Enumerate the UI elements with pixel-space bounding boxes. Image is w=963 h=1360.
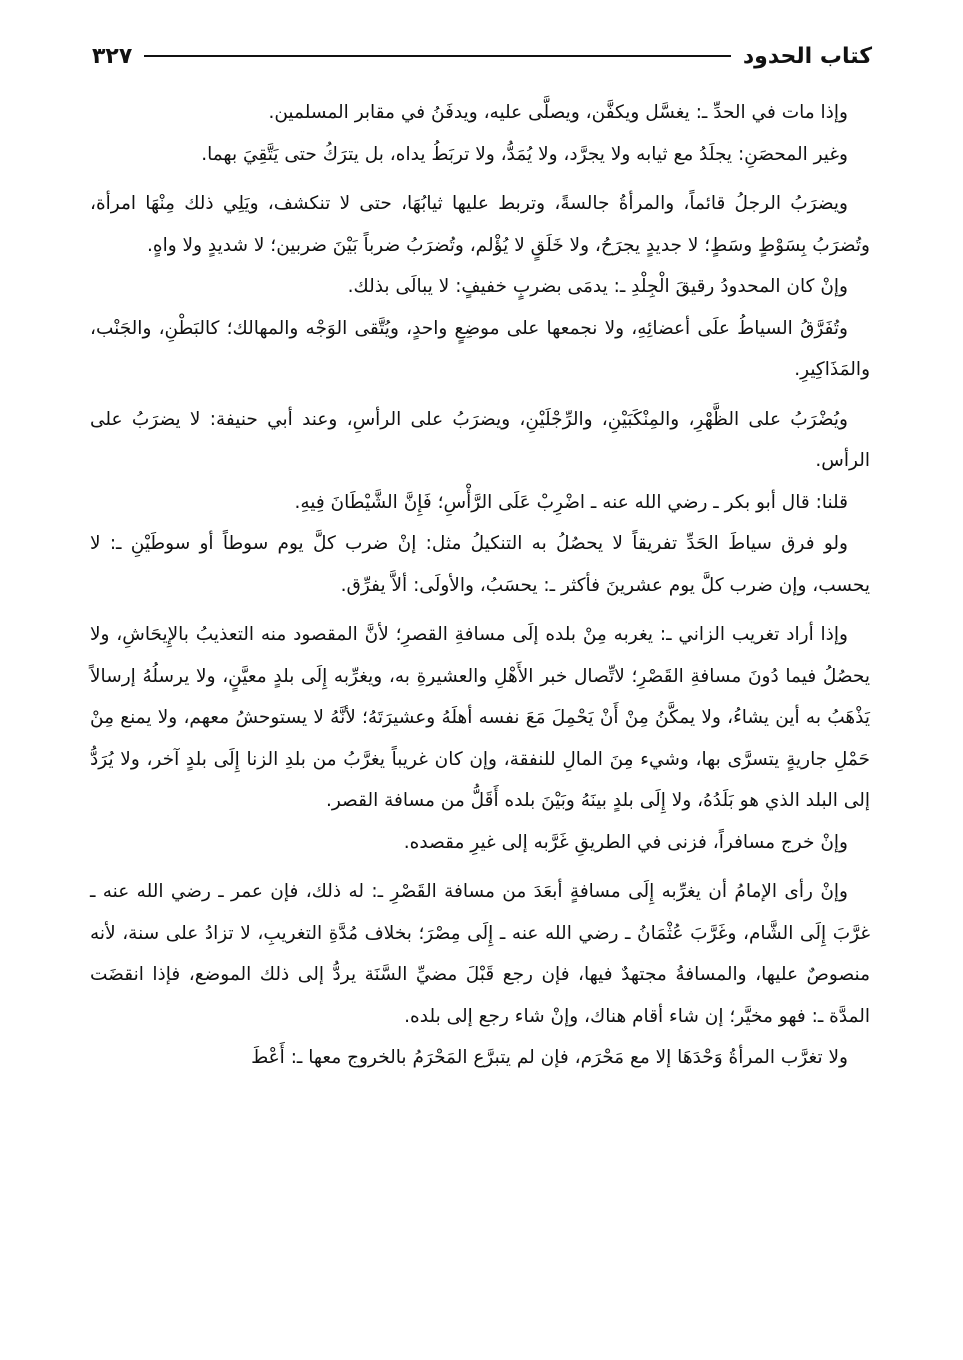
header-rule [144, 55, 731, 57]
paragraph-striking-areas: ويُضْرَبُ على الظَّهْرِ، والمِنْكَبَيْنِ، والرِّجْلَيْنِ، ويضرَبُ على الرأسِ، وعند أبي حنيفة: لا يضرَبُ على الرأس. [90, 408, 870, 471]
paragraph-distributing-lashes: وتُفَرَّقُ السياطُ علَى أعضائِهِ، ولا نجمعها على موضِعٍ واحدٍ، ويُتَّقى الوَجْه والمهالك؛ كالبَطْنِ، والجَنْب، والمَذَاكِيرِ. [90, 317, 870, 380]
paragraph-separating-lashes: ولو فرق سياطَ الحَدِّ تفريقاً لا يحصُلُ به التنكيلُ مثل: إنْ ضرب كلَّ يوم سوطاً أو سوطَيْنِ ـ: لا يحسب، وإن ضرب كلَّ يوم عشرينَ فأكثر ـ: يحسَبُ، والأولَى: ألاَّ يفرِّق. [90, 533, 870, 596]
chapter-title: كتاب الحدود [742, 43, 872, 69]
paragraph-traveler-exile: وإنْ خرج مسافراً، فزنى في الطريقِ غَرَّبه إلى غيرِ مقصده. [403, 831, 848, 853]
paragraph-death-during-punishment: وإذا مات في الحدِّ ـ: يغسَّل ويكفَّن، ويصلَّى عليه، ويدفَنُ في مقابر المسلمين. [268, 102, 848, 123]
page-number: ٣٢٧ [92, 43, 133, 69]
paragraph-thin-skin: وإنْ كان المحدودُ رقيقَ الْجِلْدِ ـ: يدمَى بضربٍ خفيفٍ: لا يبالَى بذلك. [347, 276, 848, 297]
paragraph-non-muhsan-flogging: وغير المحصَنِ: يجلَدُ مع ثيابه ولا يجرَّد، ولا يُمَدُّ، ولا تربَطُ يداه، بل يترَكُ حتى يَتَّقِيَ بهما. [201, 143, 848, 165]
paragraph-exile-distance: وإذا أراد تغريب الزاني ـ: يغربه مِنْ بلده إلَى مسافةِ القصرِ؛ لأنَّ المقصود منه التعذيبُ بالإِيحَاشِ، ولا يحصُلُ فيما دُونَ مسافةِ القَصْرِ؛ لاتِّصال خبر الأَهْلِ والعشيرةِ به، ويغرِّبه إِلَى بلدٍ معيَّنٍ، ولا يرسلُهُ إرسالاً يَذْهَبُ به أين يشاءُ، ولا يمكَّنُ مِنْ أَنْ يَحْمِلَ مَعَ نفسه أهلَهُ وعشيرَتَهُ؛ لأنَّهُ لا يستوحشُ معهم، ولا يمنع مِنْ حَمْلِ جاريةٍ يتسرَّى بها، وشيء مِنَ المالِ للنفقة، وإن كان غريباً يغرَّبُ من بلدِ الزنا إِلَى بلدٍ آخر، ولا يُرَدُّ إلى البلد الذي هو بَلَدُهُ، ولا إِلَى بلدٍ بينَهُ وبَيْنَ بلده أَقَلُّ من مسافة القصر. [90, 624, 870, 811]
paragraph-farther-exile: وإنْ رأى الإمامُ أن يغرِّبه إِلَى مسافةٍ أبعَدَ من مسافة القَصْرِ ـ: له ذلك، فإن عمر ـ رضي الله عنه ـ غرَّبَ إِلَى الشَّام، وغَرَّبَ عُثْمَانُ ـ رضي الله عنه ـ إِلَى مِصْرَ؛ بخلاف مُدَّةِ التغريبِ، لا تزادُ على سنة، لأنه منصوصٌ عليها، والمسافةُ مجتهدٌ فيها، فإن رجع قَبْلَ مضيِّ السَّنَة يردُّ إلى ذلك الموضع، فإذا انقضَت المدَّة ـ: فهو مخيَّر؛ إن شاء أقام هناك، وإنْ شاء رجع إلى بلده. [90, 881, 870, 1027]
paragraph-woman-exile: ولا تغرَّب المرأةُ وَحْدَهَا إلا مع مَحْرَم، فإن لم يتبرَّع المَحْرَمُ بالخروج معها ـ: أَعْطَ [251, 1047, 848, 1068]
paragraph-posture-and-whip: ويضرَبُ الرجلُ قائماً، والمرأةُ جالسةً، وتربط عليها ثيابُهَا، حتى لا تنكشف، ويَلِي ذلك مِنْهَا امرأة، وتُضرَبُ بِسَوْطٍ وسَطٍ؛ لا جديدٍ يجرَحُ، ولا خَلَقٍ لا يُؤْلم، وتُضرَبُ ضرباً بَيْنَ ضربين؛ لا شديدٍ ولا واهٍ. [90, 193, 870, 256]
running-header [92, 38, 872, 74]
paragraph-abu-bakr-quote: قلنا: قال أبو بكر ـ رضي الله عنه ـ اضْرِبْ عَلَى الرَّأْسِ؛ فَإِنَّ الشَّيْطَانَ فِيهِ. [294, 491, 848, 513]
body-text [90, 92, 870, 1079]
